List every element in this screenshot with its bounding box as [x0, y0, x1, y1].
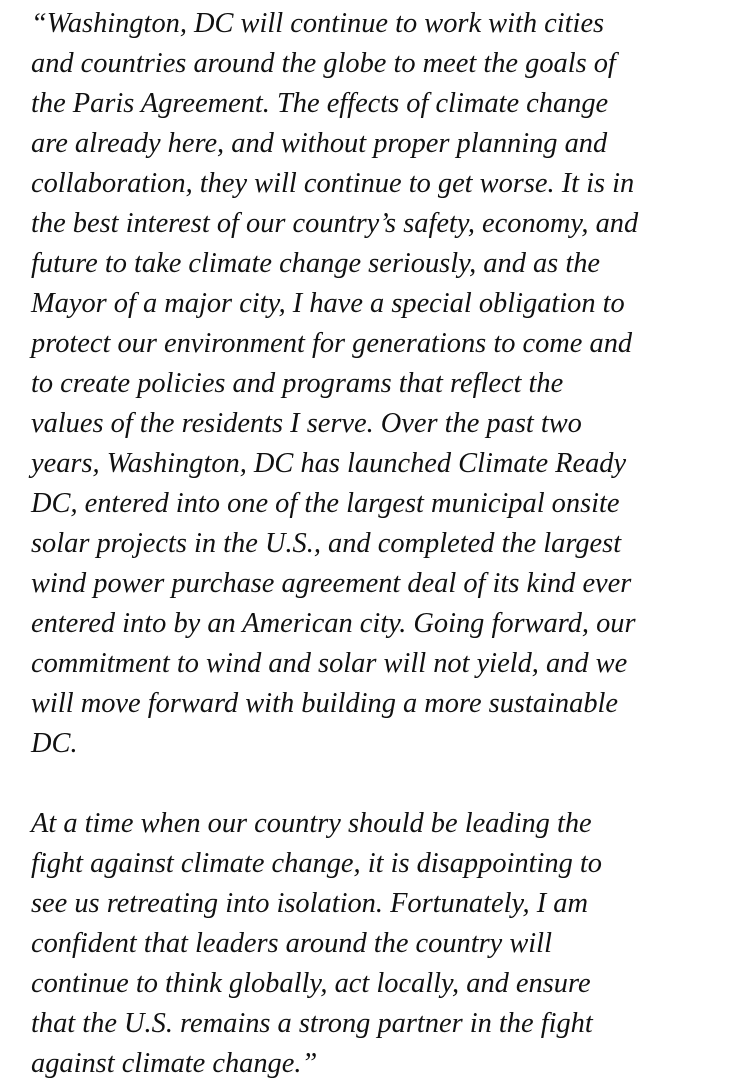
- text-line: the best interest of our country’s safety, economy, and: [31, 208, 639, 239]
- text-line: values of the residents I serve. Over the past two: [31, 408, 582, 439]
- text-line: see us retreating into isolation. Fortunately, I am: [31, 888, 588, 919]
- text-line: to create policies and programs that reflect the: [31, 368, 564, 399]
- text-line: against climate change.”: [31, 1048, 318, 1079]
- text-line: continue to think globally, act locally, and ensure: [31, 968, 591, 999]
- paragraph-2: [31, 804, 731, 1084]
- text-line: that the U.S. remains a strong partner in the fight: [31, 1008, 593, 1039]
- text-line: will move forward with building a more sustainable: [31, 688, 619, 719]
- text-line: and countries around the globe to meet the goals of: [31, 48, 616, 79]
- text-line: wind power purchase agreement deal of its kind ever: [31, 568, 632, 599]
- text-line: entered into by an American city. Going forward, our: [31, 608, 636, 639]
- text-line: Mayor of a major city, I have a special obligation to: [31, 288, 625, 319]
- text-line: future to take climate change seriously, and as the: [31, 248, 601, 279]
- quote-statement: [31, 4, 731, 1084]
- text-line: the Paris Agreement. The effects of climate change: [31, 88, 609, 119]
- text-line: commitment to wind and solar will not yield, and we: [31, 648, 628, 679]
- text-line: are already here, and without proper planning and: [31, 128, 608, 159]
- text-line: fight against climate change, it is disappointing to: [31, 848, 602, 879]
- text-line: DC.: [31, 728, 78, 759]
- text-line: years, Washington, DC has launched Climate Ready: [31, 448, 627, 479]
- text-line: DC, entered into one of the largest municipal onsite: [31, 488, 620, 519]
- text-line: At a time when our country should be leading the: [31, 808, 592, 839]
- paragraph-1: [31, 4, 731, 764]
- text-line: “Washington, DC will continue to work with cities: [31, 8, 605, 39]
- text-line: collaboration, they will continue to get worse. It is in: [31, 168, 635, 199]
- text-line: confident that leaders around the country will: [31, 928, 552, 959]
- text-line: solar projects in the U.S., and completed the largest: [31, 528, 622, 559]
- text-line: protect our environment for generations to come and: [31, 328, 633, 359]
- paragraph-break: [31, 764, 731, 804]
